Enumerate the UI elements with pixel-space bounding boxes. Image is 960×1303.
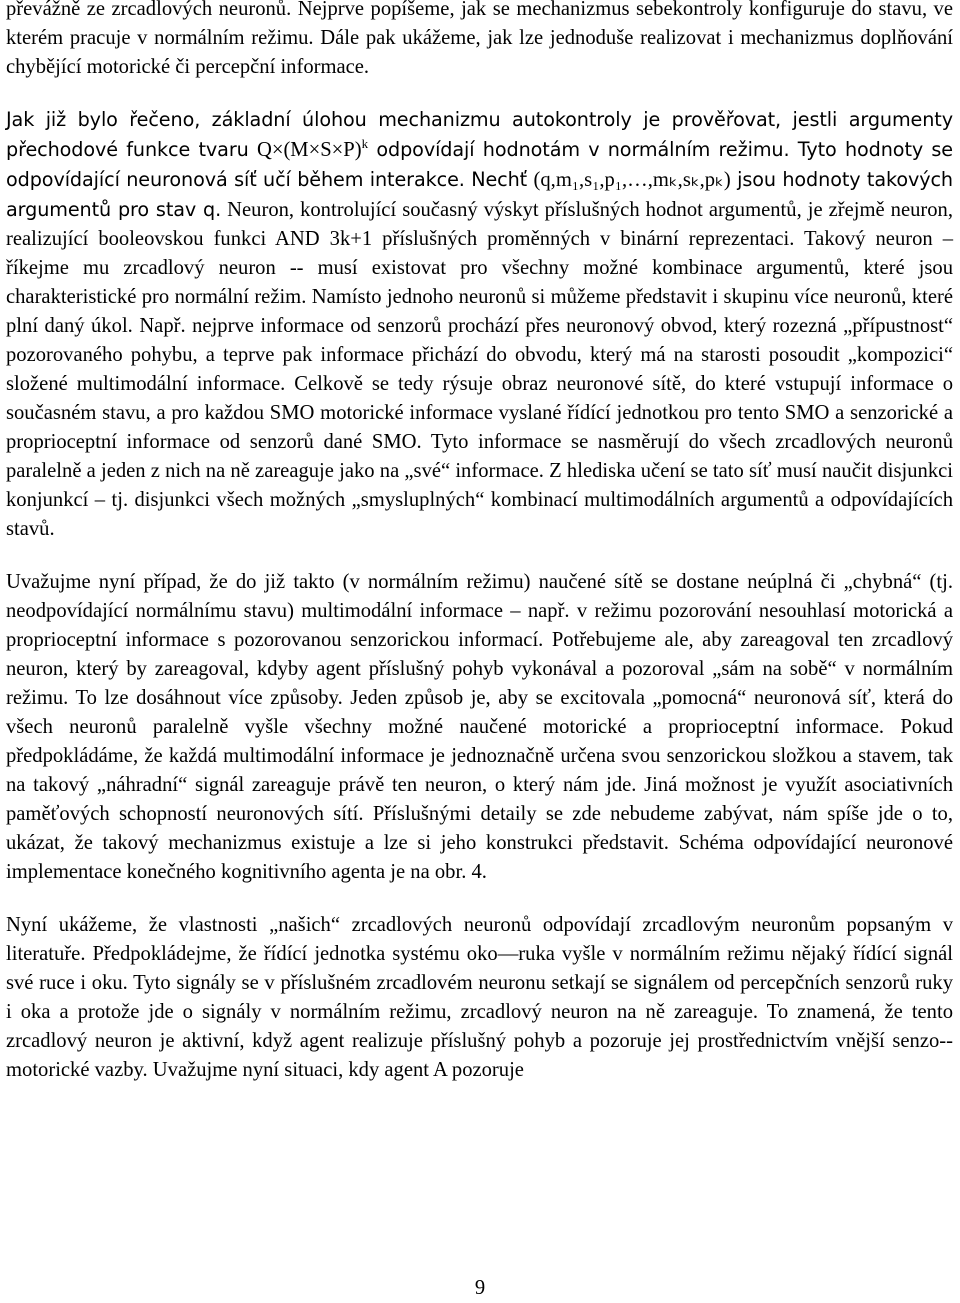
paragraph-spacer	[6, 887, 953, 911]
paragraph-2	[6, 105, 953, 544]
paragraph-4: Nyní ukážeme, že vlastnosti „našich“ zrcadlových neuronů odpovídají zrcadlovým neuronům popsaným v literatuře. Předpokládejme, že řídící jednotka systému oko—ruka vyšle v normálním režimu nějaký řídící signál své ruce i oku. Tyto signály se v příslušném zrcadlovém neuronu setkají se signálem od percepčních senzorů ruky i oka a protože jde o signály v normálním režimu, zrcadlový neuron na ně zareaguje. To znamená, že tento zrcadlový neuron je aktivní, když agent realizuje příslušný pohyb a pozoruje jej prostřednictvím vnější senzo--motorické vazby. Uvažujme nyní situaci, kdy agent A pozoruje	[6, 914, 953, 1081]
paragraph-2-after-formula: odpovídají hodnotám v normálním režimu. Tyto hodnoty se odpovídající neuronová síť učí během interakce. Nechť	[6, 138, 954, 191]
formula-exponent: k	[361, 136, 369, 151]
paragraph-3: Uvažujme nyní případ, že do již takto (v normálním režimu) naučené sítě se dostane neúplná či „chybná“ (tj. neodpovídající normálnímu stavu) multimodální informace – např. v režimu pozorování nesouhlasí motorická a proprioceptní informace s pozorovanou senzorickou informací. Potřebujeme ale, aby zareagoval ten zrcadlový neuron, který by zareagoval, kdyby agent příslušný pohyb vykonával a pozoroval „sám na sobě“ v normálním režimu. To lze dosáhnout více způsoby. Jeden způsob je, aby se excitovala „pomocná“ neuronová síť, která do všech neuronů paralelně vyšle všechny možné naučené motorické a proprioceptní informace. Pokud předpokládáme, že každá multimodální informace je jednoznačně určena svou senzorickou složkou a stavem, tak na takový „náhradní“ signál zareaguje právě ten neuron, o který nám jde. Jiná možnost je využít asociativních paměťových schopností neuronových sítí. Příslušnými detaily se zde nebudeme zabývat, nám spíše jde o to, ukázat, že takový mechanizmus existuje a lze si jeho konstrukci představit. Schéma odpovídající neuronové implementace konečného kognitivního agenta je na obr. 4.	[6, 571, 953, 883]
paragraph-spacer	[6, 82, 953, 105]
paragraph-spacer	[6, 544, 953, 568]
paragraph-2-after-tuple: jsou hodnoty takových argumentů pro stav q.	[6, 168, 953, 221]
paragraph-2-rest: Neuron, kontrolující současný výskyt příslušných hodnot argumentů, je zřejmě neuron, realizující booleovskou funkci AND 3k+1 příslušných proměnných v binární reprezentaci. Takový neuron – říkejme mu zrcadlový neuron -- musí existovat pro všechny možné kombinace argumentů, které jsou charakteristické pro normální režim. Namísto jednoho neuronů si můžeme představit i skupinu více neuronů, které plní daný úkol. Např. nejprve informace od senzorů prochází přes neuronový obvod, který rozezná „přípustnost“ pozorovaného pohybu, a teprve pak informace přichází do obvodu, který má na starosti posoudit „kompozici“ složené multimodální informace. Celkově se tedy rýsuje obraz neuronové sítě, do které vstupují informace o současném stavu, a pro každou SMO motorické informace vyslané řídící jednotkou pro tento SMO a senzorické a proprioceptní informace od senzorů dané SMO. Tyto informace se nasměrují do všech zrcadlových neuronů paralelně a jeden z nich na ně zareaguje jako na „své“ informace. Z hlediska učení se tato síť musí naučit disjunkci konjunkcí – tj. disjunkci všech možných „smysluplných“ kombinací multimodálních argumentů a odpovídajících stavů.	[6, 199, 953, 540]
paragraph-2-intro: Jak již bylo řečeno, základní úlohou mechanizmu autokontroly je prověřovat, jestli argumenty přechodové funkce tvaru	[6, 108, 953, 161]
argument-tuple: (q,m₁,s₁,p₁,…,mₖ,sₖ,pₖ)	[533, 169, 731, 191]
paragraph-1: převážně ze zrcadlových neuronů. Nejprve popíšeme, jak se mechanizmus sebekontroly konfiguruje do stavu, ve kterém pracuje v normálním režimu. Dále pak ukážeme, jak lze jednoduše realizovat i mechanizmus doplňování chybějící motorické či percepční informace.	[6, 0, 953, 78]
page-number: 9	[474, 1277, 486, 1299]
formula-state-space: Q×(M×S×P)	[256, 139, 362, 161]
